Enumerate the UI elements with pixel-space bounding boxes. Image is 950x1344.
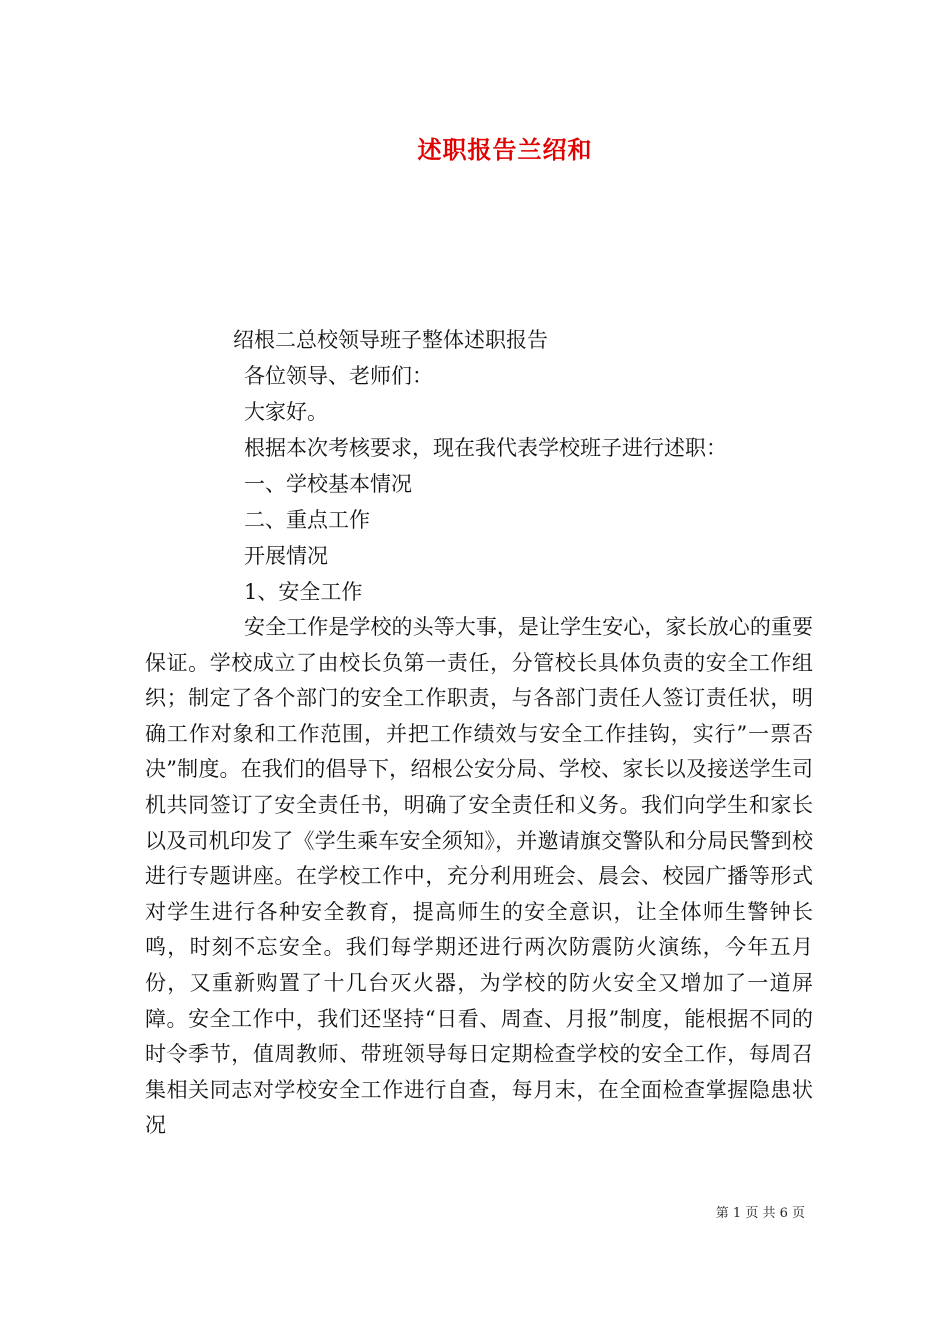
body-paragraph: 安全工作是学校的头等大事，是让学生安心，家长放心的重要保证。学校成立了由校长负第一责任，分管校长具体负责的安全工作组织；制定了各个部门的安全工作职责，与各部门责任人签订责任状，明确工作对象和工作范围，并把工作绩效与安全工作挂钩，实行”一票否决”制度。在我们的倡导下，绍根公安分局、学校、家长以及接送学生司机共同签订了安全责任书，明确了安全责任和义务。我们向学生和家长以及司机印发了《学生乘车安全须知》，并邀请旗交警队和分局民警到校进行专题讲座。在学校工作中，充分利用班会、晨会、校园广播等形式对学生进行各种安全教育，提高师生的安全意识，让全体师生警钟长鸣，时刻不忘安全。我们每学期还进行两次防震防火演练，今年五月份，又重新购置了十几台灭火器，为学校的防火安全又增加了一道屏障。安全工作中，我们还坚持“日看、周查、月报”制度，能根据不同的时令季节，值周教师、带班领导每日定期检查学校的安全工作，每周召集相关同志对学校安全工作进行自查，每月末，在全面检查掌握隐患状况	[145, 615, 813, 1138]
report-subtitle: 绍根二总校领导班子整体述职报告	[233, 328, 548, 352]
document-body	[145, 322, 813, 1144]
subsection-heading-1: 1、安全工作	[244, 580, 363, 604]
section-heading-1: 一、学校基本情况	[244, 472, 412, 496]
section-heading-2-continued: 开展情况	[244, 544, 328, 568]
intro-line: 根据本次考核要求，现在我代表学校班子进行述职：	[244, 436, 727, 460]
section-heading-2: 二、重点工作	[244, 508, 370, 532]
hello-line: 大家好。	[244, 400, 328, 424]
page-number-footer: 第 1 页 共 6 页	[715, 1206, 805, 1221]
greeting-line: 各位领导、老师们：	[244, 364, 433, 388]
page-title: 述职报告兰绍和	[417, 136, 593, 164]
